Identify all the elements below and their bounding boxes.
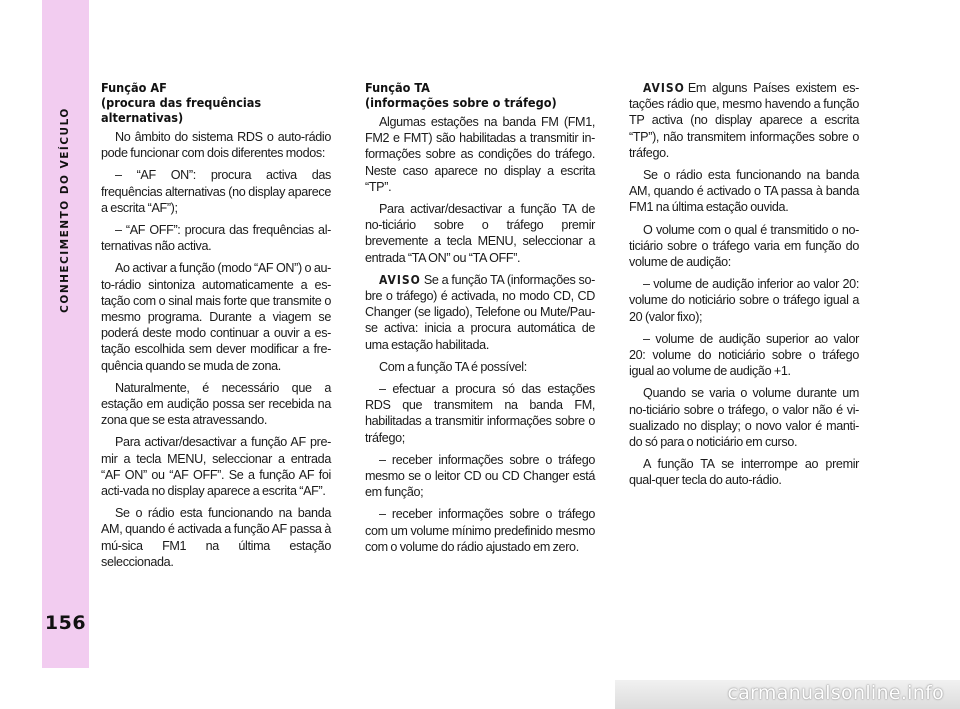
column-ta-function bbox=[365, 80, 595, 561]
paragraph: – receber informações sobre o tráfego mesmo se o leitor CD ou CD Changer está em função; bbox=[365, 452, 595, 500]
heading-line: (informações sobre o tráfego) bbox=[365, 95, 557, 110]
watermark-banner bbox=[615, 680, 960, 709]
paragraph: – “AF ON”: procura activa das frequências alternativas (no display aparece a escrita “AF”); bbox=[101, 168, 331, 215]
paragraph: Se o rádio esta funcionando na banda AM, quando é activada a função AF passa à mú-sica FM1 na última estação seleccionada. bbox=[101, 506, 331, 569]
column-af-function bbox=[101, 80, 331, 576]
paragraph: – receber informações sobre o tráfego com um volume mínimo predefinido mesmo com o volume do rádio ajustado em zero. bbox=[365, 507, 595, 554]
paragraph: – “AF OFF”: procura das frequências al-ternativas não activa. bbox=[101, 223, 331, 254]
aviso-paragraph bbox=[365, 272, 595, 353]
sidebar bbox=[42, 0, 89, 668]
heading-line: (procura das frequências bbox=[101, 95, 262, 110]
paragraph: Para activar/desactivar a função TA de no-ticiário sobre o tráfego premir brevemente a tecla MENU, seleccionar a entrada “TA ON” ou “TA OFF”. bbox=[365, 202, 595, 265]
column-ta-continued bbox=[629, 80, 859, 495]
paragraph: Naturalmente, é necessário que a estação em audição possa ser recebida na zona que se esta atravessando. bbox=[101, 380, 331, 428]
aviso-label: AVISO bbox=[643, 81, 685, 95]
aviso-text: Em alguns Países existem es-tações rádio que, mesmo havendo a função TP activa (no display aparece a escrita “TP”), não transmitem informações sobre o tráfego. bbox=[629, 81, 859, 160]
paragraph: – volume de audição inferior ao valor 20: volume do noticiário sobre o tráfego igual a 20 (valor fixo); bbox=[629, 277, 859, 324]
paragraph: Se o rádio esta funcionando na banda AM, quando é activado o TA passa à banda FM1 na última estação ouvida. bbox=[629, 168, 859, 215]
page-number: 156 bbox=[44, 612, 87, 634]
aviso-paragraph bbox=[629, 80, 859, 161]
heading-line: alternativas) bbox=[101, 110, 184, 125]
paragraph: Algumas estações na banda FM (FM1, FM2 e FMT) são habilitadas a transmitir in-formações sobre as condições do tráfego. Neste caso aparece no display a escrita “TP”. bbox=[365, 115, 595, 194]
paragraph: Para activar/desactivar a função AF pre-mir a tecla MENU, seleccionar a entrada “AF ON” ou “AF OFF”. Se a função AF foi acti-vada no display aparece a escrita “AF”. bbox=[101, 435, 331, 499]
paragraph: Com a função TA é possível: bbox=[379, 359, 527, 374]
watermark-text: carmanualsonline.info bbox=[727, 682, 944, 704]
aviso-text: Se a função TA (informações so-bre o tráfego) é activada, no modo CD, CD Changer (se ligado), Telefone ou Mute/Pau-se activa: inicia a procura automática de uma estação habilitada. bbox=[365, 272, 595, 352]
heading-line: Função AF bbox=[101, 80, 167, 95]
aviso-label: AVISO bbox=[379, 272, 421, 287]
section-heading-ta bbox=[365, 80, 595, 110]
paragraph: Ao activar a função (modo “AF ON”) o au-to-rádio sintoniza automaticamente a es-tação com o sinal mais forte que transmite o mesmo programa. Durante a viagem se poderá deste modo continuar a ouvir a es-tação escolhida sem dever modificar a fre-quência quando se muda de zona. bbox=[101, 261, 331, 373]
section-heading-af bbox=[101, 80, 331, 125]
paragraph: A função TA se interrompe ao premir qual-quer tecla do auto-rádio. bbox=[629, 457, 859, 488]
paragraph: Quando se varia o volume durante um no-ticiário sobre o tráfego, o valor não é vi-sualizado no display; o novo valor é manti-do só para o noticiário em curso. bbox=[629, 386, 859, 450]
paragraph: O volume com o qual é transmitido o no-ticiário sobre o tráfego varia em função do volume de audição: bbox=[629, 222, 859, 270]
section-title-vertical bbox=[42, 0, 89, 420]
heading-line: Função TA bbox=[365, 80, 430, 95]
section-title: CONHECIMENTO DO VEÍCULO bbox=[59, 107, 71, 313]
paragraph: No âmbito do sistema RDS o auto-rádio pode funcionar com dois diferentes modos: bbox=[101, 130, 331, 161]
paragraph: – efectuar a procura só das estações RDS que transmitem na banda FM, habilitadas a transmitir informações sobre o tráfego; bbox=[365, 382, 595, 445]
paragraph: – volume de audição superior ao valor 20: volume do noticiário sobre o tráfego igual ao volume de audição +1. bbox=[629, 331, 859, 379]
